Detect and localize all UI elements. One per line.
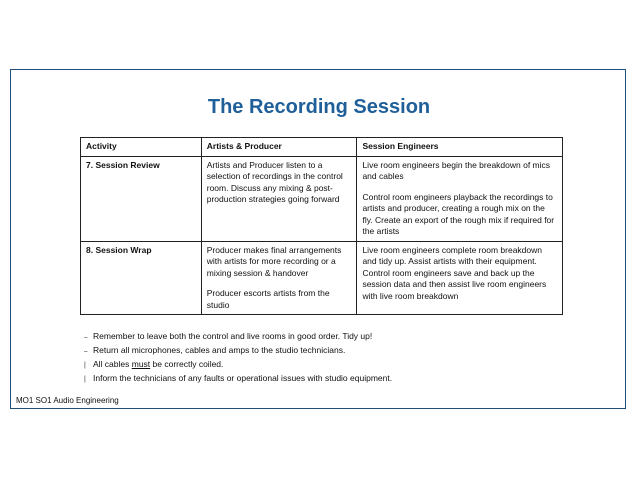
note-item bbox=[84, 372, 392, 386]
artists-cell bbox=[201, 241, 357, 315]
activity-cell: 8. Session Wrap bbox=[81, 241, 202, 315]
notes-list bbox=[84, 330, 392, 386]
slide-title: The Recording Session bbox=[207, 96, 431, 118]
note-text-start: All cables bbox=[93, 359, 132, 369]
activity-cell: 7. Session Review bbox=[81, 156, 202, 241]
table-row bbox=[81, 241, 563, 315]
dash-bullet-icon: ⎯ bbox=[84, 334, 88, 341]
note-item bbox=[84, 330, 392, 344]
artists-cell bbox=[201, 156, 357, 241]
cell-paragraph: Live room engineers complete room breakdown and tidy up. Assist artists with their equipment. Control room engineers save and back up the session data and then assist live room engineers with live room breakdown bbox=[362, 244, 547, 301]
cell-paragraph: Control room engineers playback the recordings to artists and producer, creating a rough mix on the fly. Create an export of the rough mix if required for the artists bbox=[362, 191, 555, 236]
column-header: Activity bbox=[81, 138, 202, 157]
dash-bullet-icon: ⎯ bbox=[84, 348, 88, 355]
bar-bullet-icon: | bbox=[84, 362, 86, 369]
table-row bbox=[81, 156, 563, 241]
column-header: Artists & Producer bbox=[201, 138, 357, 157]
cell-paragraph: Live room engineers begin the breakdown of mics and cables bbox=[362, 159, 551, 181]
cell-paragraph: Producer makes final arrangements with artists for more recording or a mixing session & handover bbox=[206, 244, 342, 278]
activity-table bbox=[80, 137, 563, 315]
note-text bbox=[93, 358, 223, 371]
table-header-row bbox=[81, 138, 563, 157]
note-text: Remember to leave both the control and live rooms in good order. Tidy up! bbox=[93, 331, 373, 341]
bar-bullet-icon: | bbox=[84, 376, 86, 383]
engineers-cell bbox=[357, 156, 563, 241]
column-header: Session Engineers bbox=[357, 138, 563, 157]
note-text: Inform the technicians of any faults or operational issues with studio equipment. bbox=[93, 373, 393, 383]
note-text-end: be correctly coiled. bbox=[150, 359, 224, 369]
emphasis-text: must bbox=[131, 359, 151, 369]
note-item bbox=[84, 344, 392, 358]
slide-footer: MO1 SO1 Audio Engineering bbox=[16, 396, 119, 405]
note-item bbox=[84, 358, 392, 372]
cell-paragraph: Producer escorts artists from the studio bbox=[206, 288, 330, 310]
note-text: Return all microphones, cables and amps to the studio technicians. bbox=[93, 345, 346, 355]
engineers-cell bbox=[357, 241, 563, 315]
cell-paragraph: Artists and Producer listen to a selection of recordings in the control room. Discuss any mixing & post-production strategies going forward bbox=[206, 159, 343, 204]
